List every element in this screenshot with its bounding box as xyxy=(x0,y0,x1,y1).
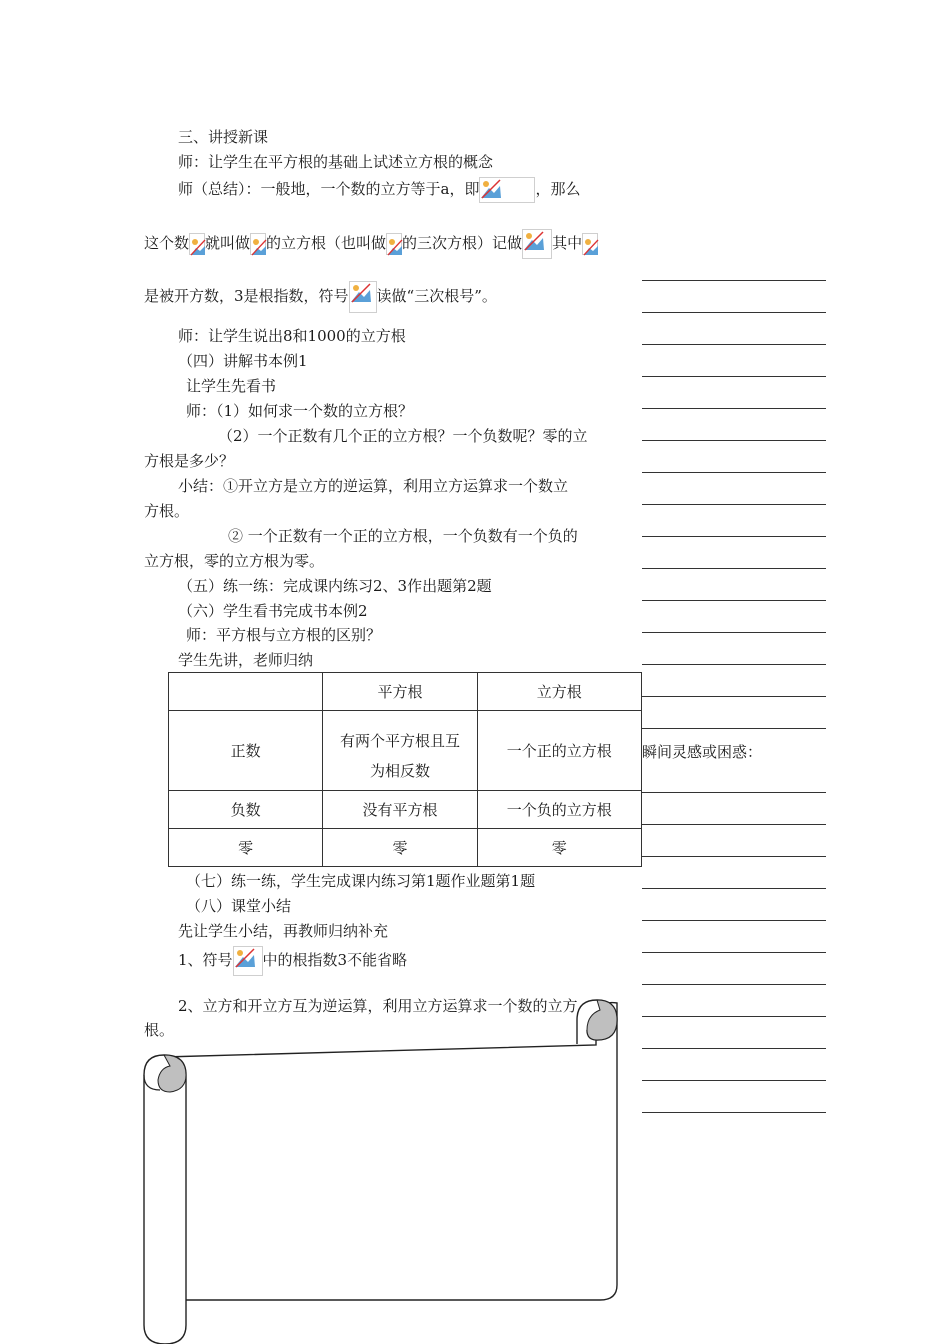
step-heading: （七）练一练，学生完成课内练习第1题作业题第1题 xyxy=(186,872,536,890)
paragraph: 师：让学生在平方根的基础上试述立方根的概念 xyxy=(178,153,494,171)
summary: 小结：①开立方是立方的逆运算，利用立方运算求一个数立 xyxy=(178,477,569,495)
paragraph: 2、立方和开立方互为逆运算，利用立方运算求一个数的立方 xyxy=(178,997,578,1015)
summary: ② 一个正数有一个正的立方根，一个负数有一个负的 xyxy=(228,527,578,545)
paragraph: 让学生先看书 xyxy=(186,377,277,395)
step-heading: （六）学生看书完成书本例2 xyxy=(178,602,368,620)
paragraph: 是被开方数，3是根指数，符号 读做“三次根号”。 xyxy=(144,281,497,313)
table-cell: 零 xyxy=(477,829,641,867)
paragraph: 这个数 就叫做 的立方根（也叫做 的三次方根）记做 其中 xyxy=(144,229,598,259)
table-cell: 一个负的立方根 xyxy=(477,791,641,829)
step-heading: （八）课堂小结 xyxy=(186,897,292,915)
paragraph: 1、符号 中的根指数3不能省略 xyxy=(178,946,407,976)
summary: 立方根，零的立方根为零。 xyxy=(144,552,325,570)
summary: 方根。 xyxy=(144,502,190,520)
paragraph: 学生先讲，老师归纳 xyxy=(178,651,314,669)
question: 方根是多少？ xyxy=(144,452,235,470)
paragraph: 根。 xyxy=(144,1021,175,1039)
table-cell: 有两个平方根且互 为相反数 xyxy=(323,711,477,791)
paragraph: 师：让学生说出8和1000的立方根 xyxy=(178,327,406,345)
table-header-cell: 立方根 xyxy=(477,673,641,711)
side-note-label: 瞬间灵感或困惑： xyxy=(642,743,763,761)
table-row-label: 负数 xyxy=(169,791,323,829)
paragraph: 师（总结）：一般地，一个数的立方等于a，即 ，那么 xyxy=(178,177,580,203)
step-heading: （四）讲解书本例1 xyxy=(178,352,308,370)
step-heading: （五）练一练：完成课内练习2、3作出题第2题 xyxy=(178,577,492,595)
table-row-label: 零 xyxy=(169,829,323,867)
section-title: 三、讲授新课 xyxy=(178,128,269,146)
question: （2）一个正数有几个正的立方根？一个负数呢？零的立 xyxy=(218,427,588,445)
table-cell: 没有平方根 xyxy=(323,791,477,829)
table-cell: 零 xyxy=(323,829,477,867)
table-row-label: 正数 xyxy=(169,711,323,791)
table-cell: 一个正的立方根 xyxy=(477,711,641,791)
question: 师：平方根与立方根的区别？ xyxy=(186,626,382,644)
paragraph: 先让学生小结，再教师归纳补充 xyxy=(178,922,389,940)
table-header-cell: 平方根 xyxy=(323,673,477,711)
question: 师：（1）如何求一个数的立方根？ xyxy=(186,402,414,420)
